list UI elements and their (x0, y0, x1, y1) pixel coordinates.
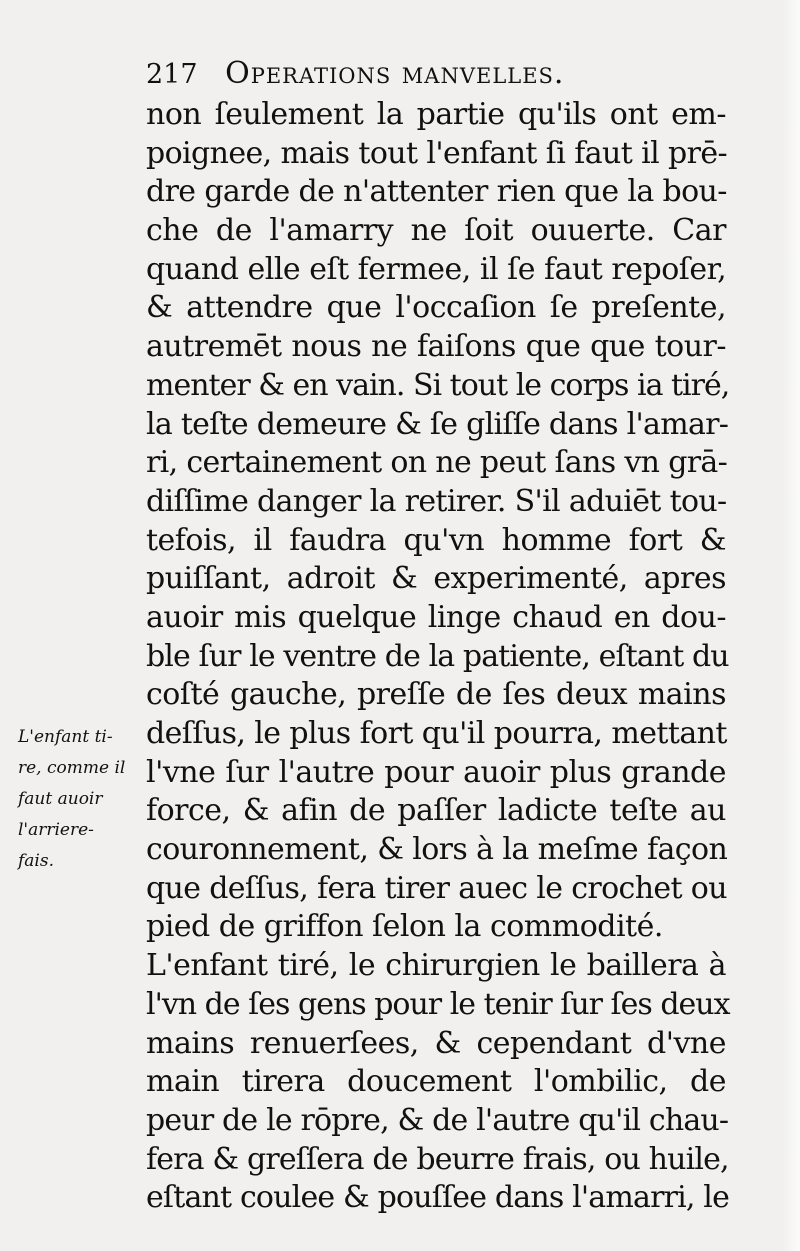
text-line: poignee, mais tout l'enfant ſi faut il prē- (146, 135, 728, 171)
text-line: ri, certainement on ne peut ſans vn grā- (146, 445, 728, 481)
text-line: pied de griffon ſelon la commodité. (146, 909, 663, 945)
text-line: force, & afin de paſſer ladicte teſte au (146, 793, 726, 829)
marginal-note-line: fais. (18, 851, 54, 871)
running-title: Operations manvelles. (225, 56, 565, 91)
marginal-note-line: l'arriere- (18, 820, 94, 840)
text-line: non ſeulement la partie qu'ils ont em- (146, 97, 726, 132)
text-line: puiſſant, adroit & experimenté, apres (146, 561, 726, 597)
text-line: L'enfant tiré, le chirurgien le baillera à (146, 948, 726, 984)
text-line: mains renuerſees, & cependant d'vne (146, 1025, 726, 1061)
marginal-note-line: re, comme il (18, 758, 126, 778)
text-line: deſſus, le plus fort qu'il pourra, mettant (146, 716, 727, 751)
page-edge (782, 0, 800, 1251)
text-line: fera & greſſera de beurre frais, ou huile, (146, 1141, 729, 1177)
text-line: auoir mis quelque linge chaud en dou- (146, 599, 726, 635)
text-line: main tirera doucement l'ombilic, de (146, 1064, 726, 1100)
text-line: menter & en vain. Si tout le corps ia tiré, (146, 367, 730, 403)
text-line: quand elle eſt fermee, il ſe faut repoſer, (146, 251, 727, 287)
text-line: che de l'amarry ne ſoit ouuerte. Car (146, 213, 726, 249)
main-text-block (146, 96, 730, 1218)
text-line: l'vne ſur l'autre pour auoir plus grande (146, 754, 726, 790)
marginal-note (18, 722, 142, 877)
text-line: eſtant coulee & pouſſee dans l'amarri, le (146, 1180, 730, 1216)
text-line: couronnement, & lors à la meſme façon (146, 832, 728, 868)
text-line: peur de le rōpre, & de l'autre qu'il chau- (146, 1102, 729, 1138)
text-line: diſſime danger la retirer. S'il aduiēt tou- (146, 483, 727, 519)
marginal-note-line: faut auoir (18, 789, 103, 809)
text-line: coſté gauche, preſſe de ſes deux mains (146, 677, 726, 713)
text-line: la teſte demeure & ſe gliſſe dans l'amar- (146, 406, 729, 442)
text-line: que deſſus, fera tirer auec le crochet ou (146, 870, 727, 906)
text-line: & attendre que l'occaſion ſe preſente, (146, 290, 726, 326)
text-line: dre garde de n'attenter rien que la bou- (146, 174, 727, 210)
text-line: tefois, il faudra qu'vn homme fort & (146, 522, 726, 558)
text-line: ble ſur le ventre de la patiente, eſtant du (146, 638, 729, 674)
page-header (146, 54, 726, 94)
marginal-note-line: L'enfant ti- (18, 727, 113, 747)
page-number: 217 (146, 59, 198, 90)
text-line: l'vn de ſes gens pour le tenir ſur ſes deux (146, 986, 730, 1022)
text-line: autremēt nous ne faiſons que que tour- (146, 329, 726, 365)
